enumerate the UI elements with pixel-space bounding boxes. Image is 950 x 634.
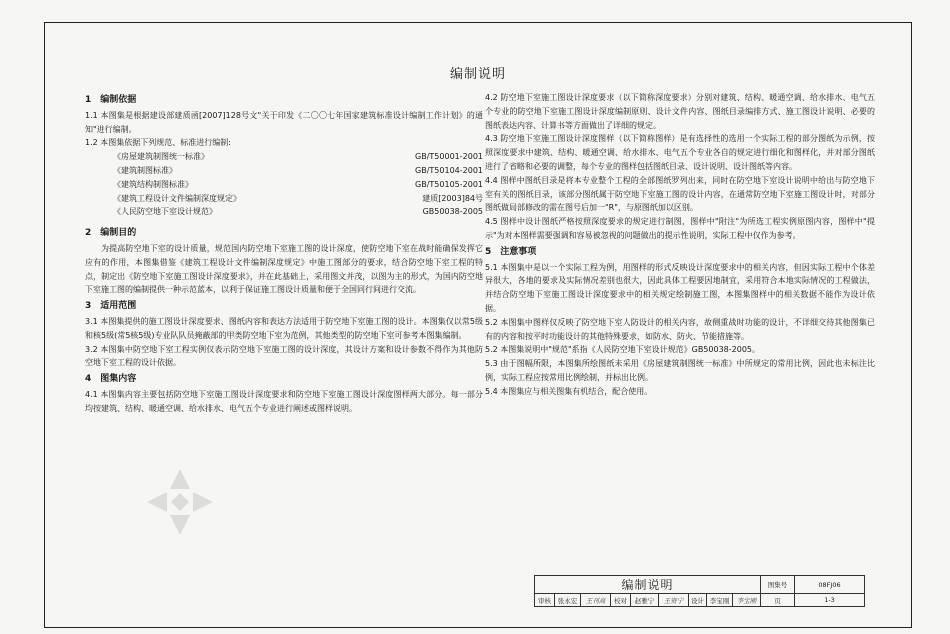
standard-code: GB/T50001-2001 (415, 152, 483, 162)
checker-signature: 王资宁 (659, 594, 689, 607)
reviewer-name: 张永宏 (555, 594, 581, 607)
page-number: 1-3 (795, 594, 865, 607)
page-title: 编制说明 (449, 67, 506, 82)
reviewer-signature: 王刊高 (581, 594, 611, 607)
standard-name: 《建筑制图标准》 (113, 165, 177, 175)
standard-name: 《人民防空地下室设计规范》 (113, 207, 217, 217)
standard-name: 《建筑结构制图标准》 (113, 179, 193, 189)
title-block (534, 575, 865, 607)
section-2-heading: 2 编制目的 (85, 228, 137, 239)
section-1-heading: 1 编制依据 (85, 95, 137, 105)
standard-row (85, 164, 483, 178)
designer-name: 李宝刚 (707, 594, 733, 607)
standard-row (85, 178, 483, 192)
watermark-logo (145, 467, 215, 541)
standard-row (85, 192, 483, 206)
title-block-name: 编制说明 (535, 576, 761, 594)
paragraph-1-2: 1.2 本图集依据下列规范、标准进行编制: (85, 138, 231, 148)
check-label: 校对 (611, 594, 631, 607)
standard-name: 《建筑工程设计文件编制深度规定》 (113, 193, 241, 203)
section-3-heading: 3 适用范围 (85, 301, 137, 312)
standard-code: GB/T50105-2001 (415, 179, 483, 189)
paragraph-4-2: 4.2 防空地下室施工图设计深度要求（以下简称深度要求）分别对建筑、结构、暖通空调、给水排水、电气五个专业的防空地下室施工图设计深度编制原则、设计文件内容、图纸目录编排方式、施工图设计说明、必要的图纸表达内容、计算书等方面做出了详细的规定。 (485, 93, 875, 130)
paragraph-4-4: 4.4 图样中图纸目录是将本专业整个工程的全部图纸罗列出来，同时在防空地下室设计说明中给出与防空地下室有关的图纸目录，该部分图纸属于防空地下室施工图的设计内容，在通常防空地下室施工图设计时，对部分图纸做局部修改的需在图号后加一"R"，与原图纸加以区别。 (485, 175, 875, 213)
designer-signature: 李宝刚 (733, 594, 761, 607)
checker-name: 赵雅宁 (631, 594, 659, 607)
drawing-frame (44, 22, 912, 628)
section-5-heading: 5 注意事项 (485, 246, 537, 257)
design-label: 设计 (689, 594, 707, 607)
standard-code: GB50038-2005 (422, 207, 483, 217)
right-column (485, 91, 875, 399)
review-label: 审核 (535, 594, 555, 607)
paragraph-4-5: 4.5 图样中设计图纸严格按照深度要求的规定进行制图，图样中"附注"为所选工程实例原图内容，图样中"提示"为对本图样需要强调和容易被忽视的问题做出的提示性说明，实际工程中仅作为参考。 (485, 217, 875, 240)
standards-list (85, 150, 483, 219)
standard-row (85, 205, 483, 219)
left-column (85, 91, 483, 416)
paragraph-4-3: 4.3 防空地下室施工图设计深度图样（以下简称图样）是有选择性的选用一个实际工程的部分图纸为示例，按照深度要求中建筑、结构、暖通空调、给水排水、电气五个专业各自的规定进行细化和图样化，并对部分图纸进行了省略和必要的调整，每个专业的图样包括图纸目录、设计说明、设计图纸等内容。 (485, 134, 875, 171)
atlas-no-label: 图集号 (761, 576, 795, 594)
atlas-no: 08FJ06 (795, 576, 865, 594)
standard-name: 《房屋建筑制图统一标准》 (113, 152, 209, 162)
paragraph-5-3: 5.3 由于图幅所限，本图集所绘图纸未采用《房屋建筑制图统一标准》中所规定的常用比例，因此也未标注比例，实际工程应按常用比例绘制，并标出比例。 (485, 359, 875, 382)
paragraph-4-1: 4.1 本图集内容主要包括防空地下室施工图设计深度要求和防空地下室施工图设计深度图样两大部分。每一部分均按建筑、结构、暖通空调、给水排水、电气五个专业进行阐述或图样说明。 (85, 389, 483, 413)
standard-code: 建质[2003]84号 (422, 193, 483, 203)
paragraph-2: 为提高防空地下室的设计质量，规范国内防空地下室施工图的设计深度，使防空地下室在战时能确保发挥它应有的作用，本图集借鉴《建筑工程设计文件编制深度规定》中施工图部分的要求，结合防空地下室工程的特点，制定出《防空地下室施工图设计深度要求》，并在此基础上，采用图文并茂，以图为主的形式，为国内防空地下室施工图的编制提供一种示范蓝本，以利于保证施工图设计质量和便于全国同行间进行交流。 (85, 243, 483, 295)
page-label: 页 (761, 594, 795, 607)
standard-row (85, 150, 483, 164)
paragraph-3-2: 3.2 本图集中防空地下室工程实例仅表示防空地下室施工图的设计深度，其设计方案和设计参数不得作为其他防空地下室工程的设计依据。 (85, 344, 483, 368)
paragraph-5-2b: 5.2 本图集说明中"规范"系指《人民防空地下室设计规范》GB50038-2005。 (485, 345, 761, 355)
section-4-heading: 4 图集内容 (85, 374, 137, 385)
paragraph-1-1: 1.1 本图集是根据建设部建质函[2007]128号文"关于印发《二〇〇七年国家建筑标准设计编制工作计划》的通知"进行编制。 (85, 110, 483, 134)
paragraph-3-1: 3.1 本图集提供的施工图设计深度要求、图纸内容和表达方法适用于防空地下室施工图的设计。本图集仅以常5级和核5级(常5核5级)专业队队员掩蔽部的甲类防空地下室为范例，其他类型的防空地下室可参考本图集编制。 (85, 316, 483, 340)
paragraph-5-1: 5.1 本图集中是以一个实际工程为例，用图样的形式反映设计深度要求中的相关内容，但因实际工程中个体差异很大，各地的要求及实际情况差别也很大，因此具体工程要因地制宜，采用符合本地实际情况的工程做法，并结合防空地下室施工图设计深度要求中的相关规定绘制施工图，本图集图样中的相关数据不能作为设计依据。 (485, 262, 875, 313)
paragraph-5-4: 5.4 本图集应与相关图集有机结合，配合使用。 (485, 386, 653, 396)
paragraph-5-2a: 5.2 本图集中图样仅反映了防空地下室人防设计的相关内容，故侧重战时功能的设计，不详细交待其他图集已有的内容和按平时功能设计的其他特殊要求，如防水、防火、节能措施等。 (485, 317, 875, 341)
standard-code: GB/T50104-2001 (415, 165, 483, 175)
